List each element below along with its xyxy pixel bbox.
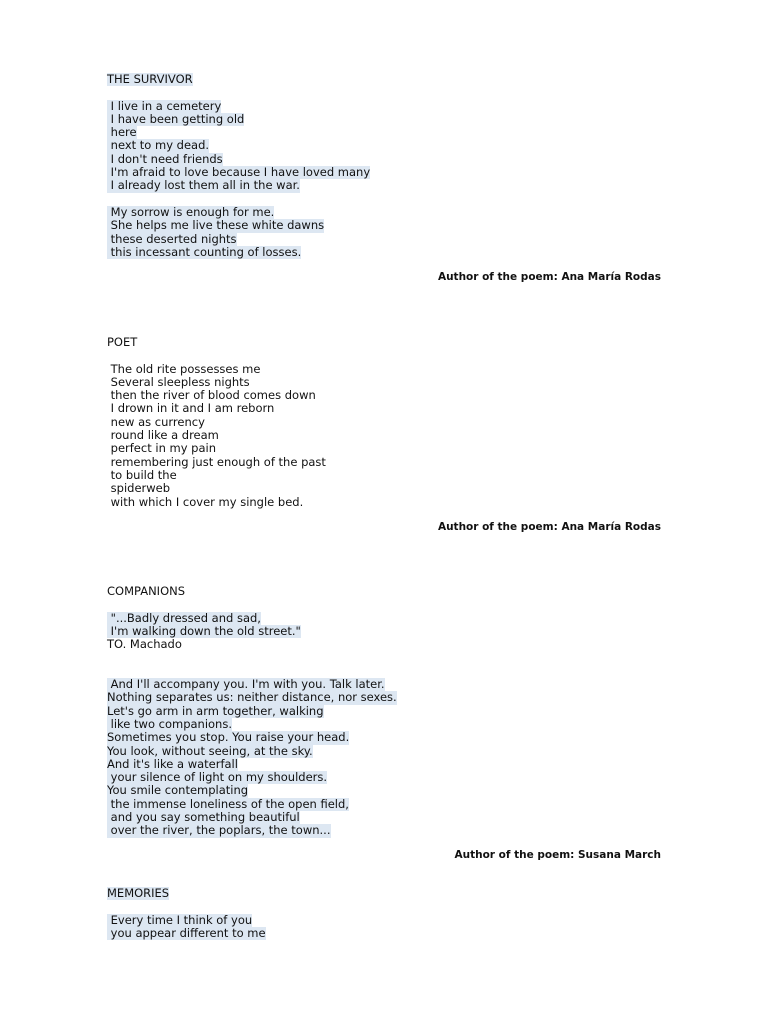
poem-companions <box>107 585 667 838</box>
poem-line: She helps me live these white dawns <box>107 218 325 233</box>
poem-line: new as currency <box>107 414 205 429</box>
poem-line: And it's like a waterfall <box>107 756 238 771</box>
poem-line: You look, without seeing, at the sky. <box>107 743 313 758</box>
poem-line: Let's go arm in arm together, walking <box>107 703 324 718</box>
poem-line: here <box>107 125 137 140</box>
poem-line: Sometimes you stop. You raise your head. <box>107 730 350 745</box>
stanza <box>107 914 667 941</box>
poem-the-survivor <box>107 73 667 259</box>
poem-line: The old rite possesses me <box>107 361 261 376</box>
poem-line: You smile contemplating <box>107 783 249 798</box>
poem-line: with which I cover my single bed. <box>107 494 304 509</box>
poem-poet <box>107 336 667 509</box>
poem-line: to build the <box>107 467 177 482</box>
poem-line: "...Badly dressed and sad, <box>107 610 261 625</box>
poem-author: Author of the poem: Susana March <box>454 849 661 861</box>
poem-line: then the river of blood comes down <box>107 388 316 403</box>
poem-line: your silence of light on my shoulders. <box>107 770 328 785</box>
poem-line: like two companions. <box>107 716 232 731</box>
poem-line: I don't need friends <box>107 151 223 166</box>
poem-line: I'm walking down the old street." <box>107 623 301 638</box>
poem-line: and you say something beautiful <box>107 810 300 825</box>
poem-memories <box>107 887 667 940</box>
poem-line: I live in a cemetery <box>107 98 222 113</box>
stanza <box>107 100 667 193</box>
poem-line: Every time I think of you <box>107 912 253 927</box>
poem-line: this incessant counting of losses. <box>107 244 302 259</box>
poem-line: next to my dead. <box>107 138 210 153</box>
poem-author: Author of the poem: Ana María Rodas <box>437 271 661 283</box>
poem-line: Nothing separates us: neither distance, nor sexes. <box>107 690 397 705</box>
stanza <box>107 678 667 838</box>
poem-line: I already lost them all in the war. <box>107 178 300 193</box>
poem-line: perfect in my pain <box>107 441 217 456</box>
poem-line: spiderweb <box>107 481 171 496</box>
poem-line: Several sleepless nights <box>107 374 250 389</box>
poem-line: remembering just enough of the past <box>107 454 326 469</box>
poem-line: My sorrow is enough for me. <box>107 204 275 219</box>
poem-line: And I'll accompany you. I'm with you. Talk later. <box>107 677 385 692</box>
stanza <box>107 206 667 259</box>
poem-author: Author of the poem: Ana María Rodas <box>437 521 661 533</box>
poem-title: POET <box>107 335 138 349</box>
epigraph <box>107 612 667 652</box>
poem-line: round like a dream <box>107 428 219 443</box>
poem-line: the immense loneliness of the open field, <box>107 796 349 811</box>
stanza <box>107 363 667 509</box>
poem-line: you appear different to me <box>107 925 266 940</box>
poem-line: these deserted nights <box>107 231 237 246</box>
poem-title: COMPANIONS <box>107 584 186 598</box>
poem-line: TO. Machado <box>107 637 182 652</box>
poem-title: THE SURVIVOR <box>107 72 193 86</box>
poem-line: I'm afraid to love because I have loved many <box>107 165 371 180</box>
poem-line: I have been getting old <box>107 111 245 126</box>
poem-line: I drown in it and I am reborn <box>107 401 275 416</box>
poem-line: over the river, the poplars, the town... <box>107 823 331 838</box>
poem-title: MEMORIES <box>107 886 170 900</box>
